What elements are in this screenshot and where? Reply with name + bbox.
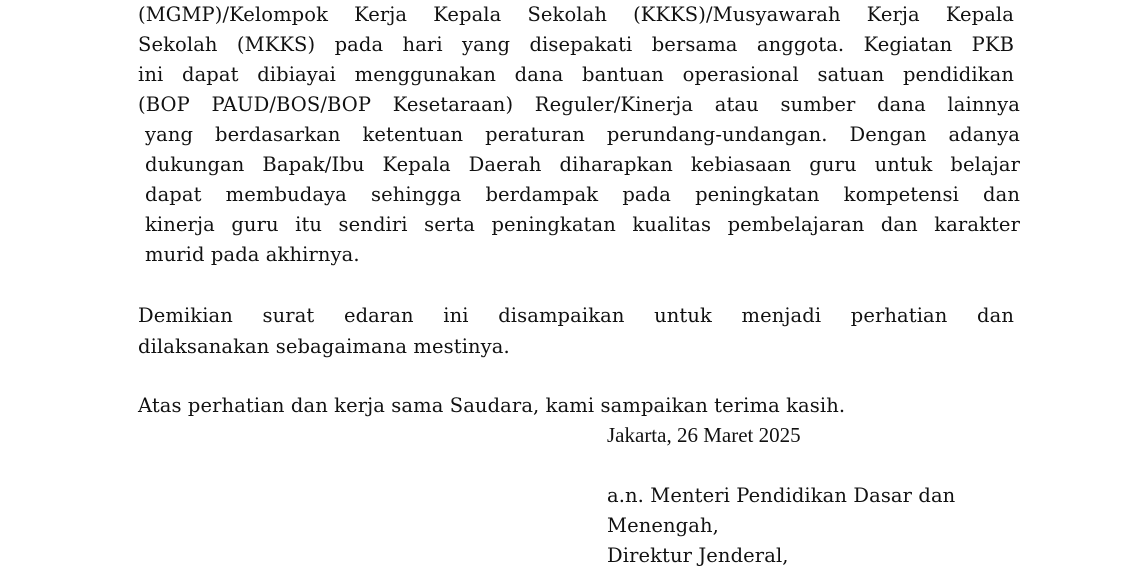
- paragraph-1-line-1: (MGMP)/Kelompok Kerja Kepala Sekolah (KKKS)/Musyawarah Kerja Kepala: [138, 3, 1014, 26]
- paragraph-1-line-4: (BOP PAUD/BOS/BOP Kesetaraan) Reguler/Kinerja atau sumber dana lainnya: [138, 93, 1020, 116]
- signatory-position: Direktur Jenderal,: [607, 544, 789, 567]
- closing-sentence: Atas perhatian dan kerja sama Saudara, kami sampaikan terima kasih.: [138, 394, 846, 417]
- on-behalf-line-2: Menengah,: [607, 514, 719, 537]
- on-behalf-line-1: a.n. Menteri Pendidikan Dasar dan: [607, 484, 956, 507]
- paragraph-1-line-9: murid pada akhirnya.: [145, 243, 360, 266]
- place-and-date: Jakarta, 26 Maret 2025: [607, 423, 801, 447]
- paragraph-1-line-6: dukungan Bapak/Ibu Kepala Daerah diharapkan kebiasaan guru untuk belajar: [145, 153, 1020, 176]
- paragraph-1-line-2: Sekolah (MKKS) pada hari yang disepakati bersama anggota. Kegiatan PKB: [138, 33, 1014, 56]
- paragraph-1-line-7: dapat membudaya sehingga berdampak pada peningkatan kompetensi dan: [145, 183, 1020, 206]
- paragraph-1-line-8: kinerja guru itu sendiri serta peningkatan kualitas pembelajaran dan karakter: [145, 213, 1020, 236]
- paragraph-2-line-2: dilaksanakan sebagaimana mestinya.: [138, 335, 510, 358]
- paragraph-1-line-3: ini dapat dibiayai menggunakan dana bantuan operasional satuan pendidikan: [138, 63, 1014, 86]
- paragraph-1-line-5: yang berdasarkan ketentuan peraturan perundang-undangan. Dengan adanya: [145, 123, 1020, 146]
- paragraph-2-line-1: Demikian surat edaran ini disampaikan untuk menjadi perhatian dan: [138, 304, 1014, 327]
